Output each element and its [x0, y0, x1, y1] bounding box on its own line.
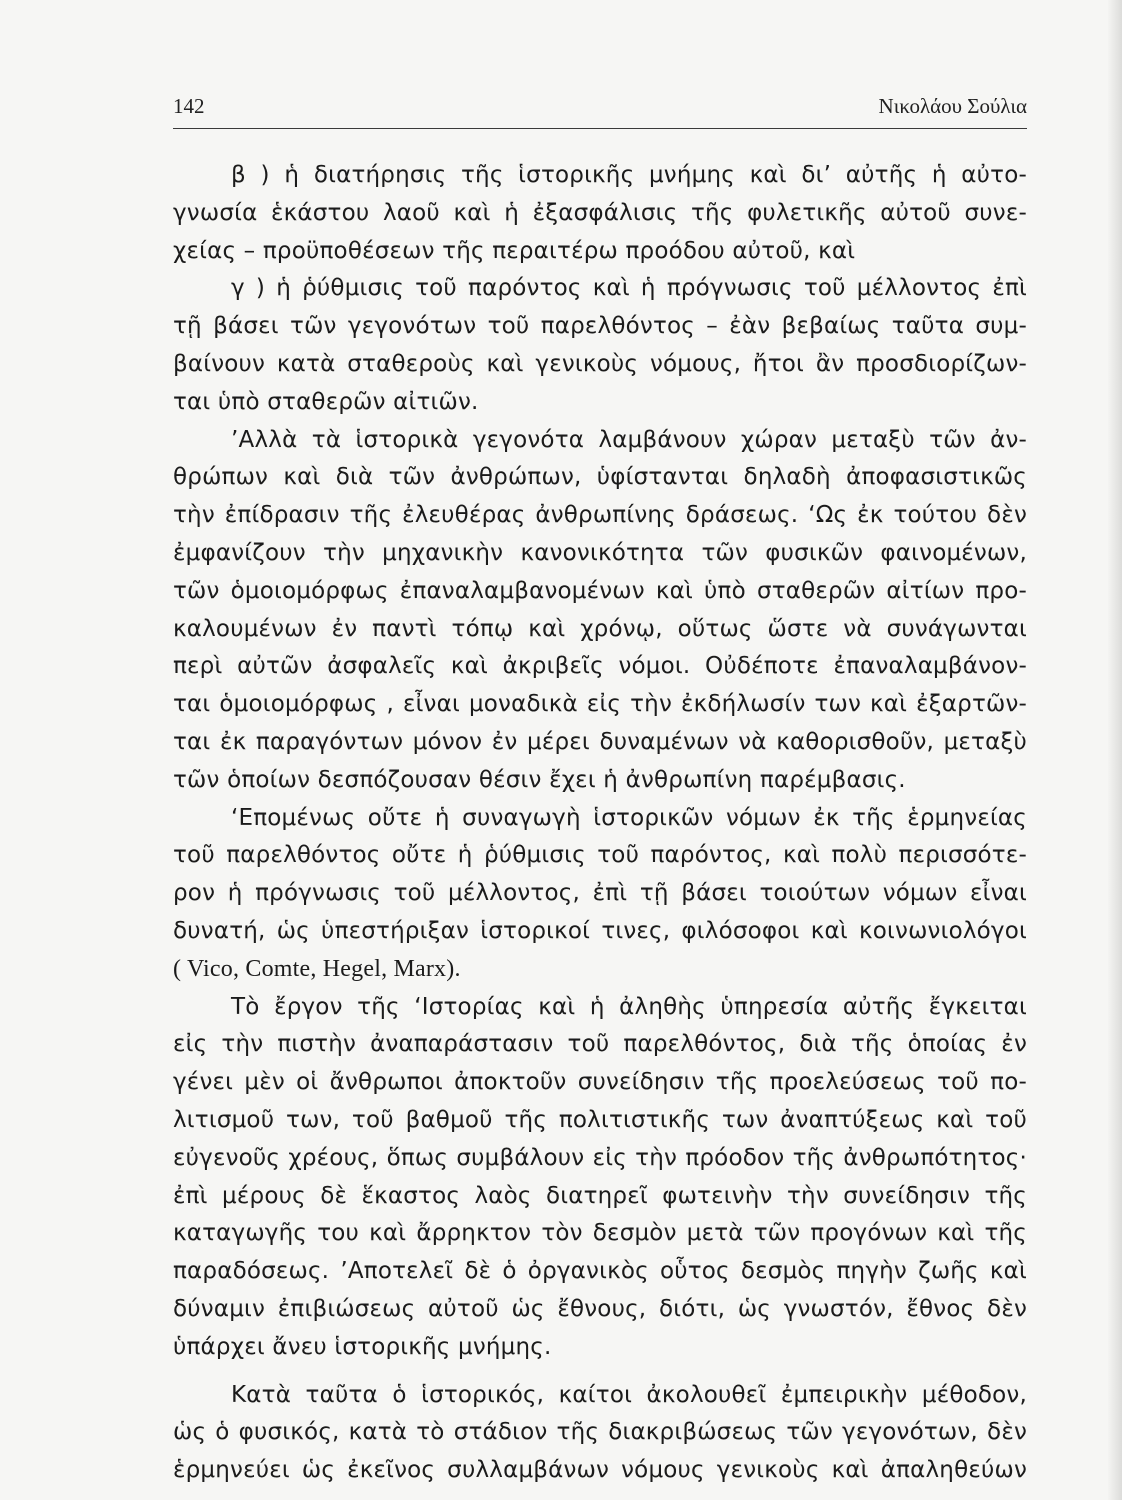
text-line: ται ὁμοιομόρφως , εἶναι μοναδικὰ εἰς τὴν ἐκδήλωσίν των καὶ ἐξαρτῶν-: [173, 691, 1027, 718]
paragraph-ergon: [173, 989, 1027, 1367]
text-line: τῶν ὁποίων δεσπόζουσαν θέσιν ἔχει ἡ ἀνθρωπίνη παρέμβασις.: [173, 766, 906, 793]
text-line: χείας – προϋποθέσεων τῆς περαιτέρω προόδου αὐτοῦ, καὶ: [173, 237, 856, 264]
paragraph-alla: [173, 422, 1027, 800]
body-text: [173, 157, 1027, 1490]
text-line: γ ) ἡ ῥύθμισις τοῦ παρόντος καὶ ἡ πρόγνωσις τοῦ μέλλοντος ἐπὶ: [231, 275, 1027, 302]
page-number: 142: [173, 94, 205, 118]
text-line: καλουμένων ἐν παντὶ τόπῳ καὶ χρόνῳ, οὕτως ὥστε νὰ συνάγωνται: [173, 615, 1027, 642]
text-line: β ) ἡ διατήρησις τῆς ἱστορικῆς μνήμης καὶ δι’ αὐτῆς ἡ αὐτο-: [231, 162, 1027, 188]
text-line: ‘Επομένως οὔτε ἡ συναγωγὴ ἱστορικῶν νόμων ἐκ τῆς ἑρμηνείας: [231, 804, 1027, 831]
text-line: εὐγενοῦς χρέους, ὅπως συμβάλουν εἰς τὴν πρόοδον τῆς ἀνθρωπότητος·: [173, 1144, 1027, 1171]
text-line: τὴν ἐπίδρασιν τῆς ἐλευθέρας ἀνθρωπίνης δράσεως. ‘Ως ἐκ τούτου δὲν: [173, 502, 1027, 529]
text-line: γένει μὲν οἱ ἄνθρωποι ἀποκτοῦν συνείδησιν τῆς προελεύσεως τοῦ πο-: [173, 1069, 1027, 1096]
text-line: παραδόσεως. ’Αποτελεῖ δὲ ὁ ὀργανικὸς οὗτος δεσμὸς πηγὴν ζωῆς καὶ: [173, 1258, 1027, 1285]
text-line: δύναμιν ἐπιβιώσεως αὐτοῦ ὡς ἔθνους, διότι, ὡς γνωστόν, ἔθνος δὲν: [173, 1295, 1027, 1322]
paragraph-gamma: [173, 270, 1027, 421]
text-line: ται ἐκ παραγόντων μόνον ἐν μέρει δυναμένων νὰ καθορισθοῦν, μεταξὺ: [173, 728, 1027, 755]
text-line: ’Αλλὰ τὰ ἱστορικὰ γεγονότα λαμβάνουν χώραν μεταξὺ τῶν ἀν-: [231, 426, 1027, 453]
text-line: λιτισμοῦ των, τοῦ βαθμοῦ τῆς πολιτιστικῆς των ἀναπτύξεως καὶ τοῦ: [173, 1106, 1027, 1133]
text-line: ἑρμηνεύει ὡς ἐκεῖνος συλλαμβάνων νόμους γενικοὺς καὶ ἀπαληθεύων: [173, 1457, 1027, 1484]
text-line: δυνατή, ὡς ὑπεστήριξαν ἱστορικοί τινες, φιλόσοφοι καὶ κοινωνιολόγοι: [173, 917, 1027, 944]
text-line: Τὸ ἔργον τῆς ‘Ιστορίας καὶ ἡ ἀληθὴς ὑπηρεσία αὐτῆς ἔγκειται: [231, 993, 1027, 1020]
paragraph-beta: [173, 157, 1027, 270]
text-line: περὶ αὐτῶν ἀσφαλεῖς καὶ ἀκριβεῖς νόμοι. Οὐδέποτε ἐπαναλαμβάνον-: [173, 653, 1027, 680]
text-line: θρώπων καὶ διὰ τῶν ἀνθρώπων, ὑφίστανται δηλαδὴ ἀποφασιστικῶς: [173, 464, 1027, 491]
text-line: εἰς τὴν πιστὴν ἀναπαράστασιν τοῦ παρελθόντος, διὰ τῆς ὁποίας ἐν: [173, 1031, 1027, 1058]
running-head: [173, 94, 1027, 119]
paragraph-kata: [173, 1377, 1027, 1490]
text-line: τοῦ παρελθόντος οὔτε ἡ ῥύθμισις τοῦ παρόντος, καὶ πολὺ περισσότε-: [173, 842, 1027, 869]
text-line: ἐμφανίζουν τὴν μηχανικὴν κανονικότητα τῶν φυσικῶν φαινομένων,: [173, 539, 1027, 566]
text-line: γνωσία ἑκάστου λαοῦ καὶ ἡ ἐξασφάλισις τῆς φυλετικῆς αὐτοῦ συνε-: [173, 199, 1027, 226]
text-line: τῶν ὁμοιομόρφως ἐπαναλαμβανομένων καὶ ὑπὸ σταθερῶν αἰτίων προ-: [173, 577, 1027, 604]
text-line: ὑπάρχει ἄνευ ἱστορικῆς μνήμης.: [173, 1333, 552, 1360]
running-head-author: Νικολάου Σούλια: [878, 94, 1027, 118]
text-line: βαίνουν κατὰ σταθεροὺς καὶ γενικοὺς νόμους, ἤτοι ἂν προσδιορίζων-: [173, 350, 1027, 377]
text-line: ται ὑπὸ σταθερῶν αἰτιῶν.: [173, 388, 479, 415]
text-line: ( Vico, Comte, Hegel, Marx).: [173, 955, 461, 982]
text-line: ρον ἡ πρόγνωσις τοῦ μέλλοντος, ἐπὶ τῇ βάσει τοιούτων νόμων εἶναι: [173, 880, 1027, 907]
header-rule: [173, 128, 1027, 129]
paragraph-epomenos: [173, 800, 1027, 989]
text-line: καταγωγῆς του καὶ ἄρρηκτον τὸν δεσμὸν μετὰ τῶν προγόνων καὶ τῆς: [173, 1220, 1027, 1247]
text-line: Κατὰ ταῦτα ὁ ἱστορικός, καίτοι ἀκολουθεῖ ἐμπειρικὴν μέθοδον,: [231, 1381, 1027, 1408]
text-line: ἐπὶ μέρους δὲ ἕκαστος λαὸς διατηρεῖ φωτεινὴν τὴν συνείδησιν τῆς: [173, 1182, 1027, 1209]
text-line: τῇ βάσει τῶν γεγονότων τοῦ παρελθόντος – ἐὰν βεβαίως ταῦτα συμ-: [173, 313, 1027, 340]
page-edge-shadow: [1108, 0, 1122, 1500]
text-line: ὡς ὁ φυσικός, κατὰ τὸ στάδιον τῆς διακριβώσεως τῶν γεγονότων, δὲν: [173, 1419, 1027, 1446]
paragraph-gap: [173, 1367, 1027, 1377]
